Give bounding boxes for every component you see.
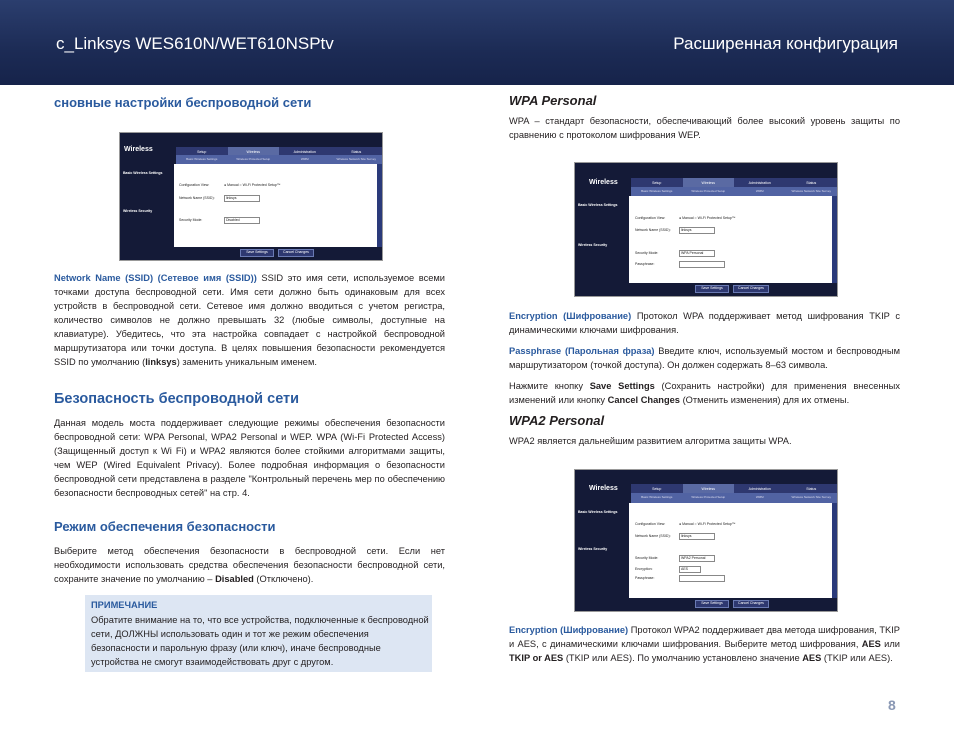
screen-subtab: Basic Wireless Settings (641, 495, 673, 499)
wpa2-enc-text: (TKIP или AES). (821, 653, 893, 663)
screen-subtab: WMM (755, 189, 764, 193)
ssid-paragraph (54, 271, 445, 369)
section-heading-basic: сновные настройки беспроводной сети (54, 95, 312, 110)
note-title: ПРИМЕЧАНИЕ (91, 600, 158, 610)
screen-tab-status: Status (351, 150, 362, 154)
screen-value: linksys (681, 534, 692, 538)
security-paragraph: Данная модель моста поддерживает следующие режимы обеспечения безопасности беспроводной сети: WPA Personal, WPA2 Personal и WEP. WPA (Wi-Fi Protected Access) (Защищенный доступ к Wi Fi) и WPA2 являются более стойкими алгоритмами защиты, чем WEP (Wired Equivalent Privacy). Более подробная информация о безопасности беспроводной сети представлена в разделе "Контрольный перечень мер по обеспечению безопасности беспроводных сетей" на стр. 4. (54, 418, 445, 498)
screen-tab-setup: Setup (652, 487, 662, 491)
screen-brand: Wireless (124, 146, 153, 153)
screen-subtab: Basic Wireless Settings (186, 157, 218, 161)
screen-label: Encryption: (635, 567, 653, 571)
screen-subtab: Wireless Network Site Survey (791, 189, 831, 193)
header-banner (0, 0, 954, 85)
screen-option: Wi-Fi Protected Setup™ (697, 216, 736, 220)
screen-label: Security Mode: (635, 556, 659, 560)
screen-option: Wi-Fi Protected Setup™ (242, 183, 281, 187)
mode-section (54, 519, 445, 586)
screen-option: Manual (682, 216, 694, 220)
screen-subtab: Wireless Network Site Survey (791, 495, 831, 499)
passphrase-paragraph (509, 344, 900, 372)
tkip-aes-term: TKIP or AES (509, 653, 564, 663)
screen-tab-status: Status (806, 181, 817, 185)
wpa2-encryption (509, 623, 900, 665)
left-column (54, 95, 445, 111)
chapter-title: Расширенная конфигурация (673, 34, 898, 53)
screen-label: Security Mode: (635, 251, 659, 255)
screen-option: Manual (227, 183, 239, 187)
screen-label: Network Name (SSID): (635, 534, 671, 538)
aes-default-term: AES (802, 653, 822, 663)
screen-subtab: Wireless Protected Setup (691, 495, 726, 499)
save-text: Нажмите кнопку (509, 381, 590, 391)
screenshot-wpa2-personal: Wireless Setup Wireless Administration Status Basic Wireless Settings Wireless Protected Setup WMM Wireless Network Site Survey Basic Wireless Settings Wireless Security Configuration View: ● Manual ○ Wi-Fi Protected Setup™ Network Name (SSID): linksys Security Mode: WPA2 Personal Encryption: AES Passphrase: Save Settings Cancel Changes (574, 469, 838, 612)
screen-subtab: Wireless Protected Setup (691, 189, 726, 193)
section-heading-security: Безопасность беспроводной сети (54, 391, 300, 407)
ssid-term: Network Name (SSID) (Сетевое имя (SSID)) (54, 273, 257, 283)
screen-label: Security Mode: (179, 218, 203, 222)
section-heading-wpa2: WPA2 Personal (509, 413, 605, 428)
screen-tab-setup: Setup (197, 150, 207, 154)
security-section (54, 390, 445, 500)
screen-subtab: Wireless Network Site Survey (336, 157, 376, 161)
screenshot-basic-settings: Wireless Setup Wireless Administration Status Basic Wireless Settings Wireless Protected Setup WMM Wireless Network Site Survey Basic Wireless Settings Wireless Security Configuration View: ● Manual ○ Wi-Fi Protected Setup™ Network Name (SSID): linksys Security Mode: Disabled Save Settings Cancel Changes (119, 132, 383, 261)
screen-brand: Wireless (589, 485, 618, 492)
screen-tab-admin: Administration (748, 487, 771, 491)
ssid-text: SSID это имя сети, используемое всеми точками доступа беспроводной сети. Имя сети должно быть одинаковым для всех устройств в беспроводной сети. Сетевое имя должно вводиться с учетом регистра, количество символов не должно превышать 32 (любые символы, доступные на клавиатуре). Убедитесь, что эта настройка совпадает с настройкой беспроводной маршрутизатора или точки доступа. В целях повышения безопасности рекомендуется SSID по умолчанию ( (54, 273, 445, 367)
screen-subtab: Wireless Protected Setup (236, 157, 271, 161)
screen-value: AES (681, 567, 689, 571)
screen-side-security: Wireless Security (578, 547, 608, 551)
mode-text: Выберите метод обеспечения безопасности в беспроводной сети. Если нет необходимости использовать средства обеспечения безопасности беспроводной сети, сохраните значение по умолчанию – (54, 546, 445, 584)
wpa-details (509, 309, 900, 407)
wpa-paragraph: WPA – стандарт безопасности, обеспечивающий более высокий уровень защиты по сравнению с протоколом шифрования WEP. (509, 116, 900, 140)
screen-tab-status: Status (806, 487, 817, 491)
screen-tab-setup: Setup (652, 181, 662, 185)
wpa2-encryption-paragraph (509, 623, 900, 665)
screen-subtab: WMM (300, 157, 309, 161)
mode-default: Disabled (215, 574, 254, 584)
screen-save-button: Save Settings (695, 600, 729, 608)
document-title: c_Linksys WES610N/WET610NSPtv (56, 34, 334, 53)
note-box (85, 595, 432, 672)
encryption-term: Encryption (Шифрование) (509, 311, 632, 321)
wpa2-enc-text: (TKIP или AES). По умолчанию установлено значение (563, 653, 803, 663)
section-heading-mode: Режим обеспечения безопасности (54, 519, 276, 534)
screen-tab-wireless: Wireless (683, 178, 735, 187)
screen-label: Passphrase: (635, 262, 655, 266)
wpa2-encryption-term: Encryption (Шифрование) (509, 625, 629, 635)
screen-subtab: WMM (755, 495, 764, 499)
screen-brand: Wireless (589, 179, 618, 186)
screen-tab-admin: Administration (293, 150, 316, 154)
screen-value: linksys (681, 228, 692, 232)
screen-cancel-button: Cancel Changes (278, 249, 314, 257)
encryption-text: Протокол WPA поддерживает метод шифрования TKIP с динамическими ключами шифрования. (509, 311, 900, 335)
screen-side-basic: Basic Wireless Settings (578, 203, 618, 207)
screen-cancel-button: Cancel Changes (733, 600, 769, 608)
screen-value: WPA Personal (681, 251, 704, 255)
save-text: (Отменить изменения) для их отмены. (679, 395, 850, 405)
ssid-end: ) заменить уникальным именем. (176, 357, 317, 367)
screen-side-security: Wireless Security (123, 209, 153, 213)
screen-save-button: Save Settings (240, 249, 274, 257)
ssid-default: linksys (145, 357, 177, 367)
page-number: 8 (888, 697, 896, 713)
section-heading-wpa: WPA Personal (509, 93, 597, 108)
cancel-changes-term: Cancel Changes (607, 395, 680, 405)
screen-label: Network Name (SSID): (635, 228, 671, 232)
passphrase-text: Введите ключ, используемый мостом и беспроводным маршрутизатором (точкой доступа). Он должен содержать 8–63 символа. (509, 346, 901, 370)
encryption-paragraph (509, 309, 900, 337)
screen-subtab: Basic Wireless Settings (641, 189, 673, 193)
screen-value: WPA2 Personal (681, 556, 706, 560)
passphrase-term: Passphrase (Парольная фраза) (509, 346, 655, 356)
screen-tab-wireless: Wireless (683, 484, 735, 493)
screen-label: Network Name (SSID): (179, 196, 215, 200)
mode-paragraph (54, 544, 445, 586)
aes-term: AES (861, 639, 881, 649)
screen-tab-wireless: Wireless (228, 147, 280, 155)
screen-cancel-button: Cancel Changes (733, 285, 769, 293)
wpa2-section (509, 414, 900, 448)
screen-side-basic: Basic Wireless Settings (578, 510, 618, 514)
ssid-paragraph-wrap (54, 271, 445, 369)
note-body: Обратите внимание на то, что все устройства, подключенные к беспроводной сети, ДОЛЖНЫ использовать один и тот же режим обеспечения безопасности и парольную фразу (или ключ), иначе беспроводные устройства не смогут взаимодействовать друг с другом. (91, 615, 429, 667)
screen-side-basic: Basic Wireless Settings (123, 171, 163, 175)
screen-value: Disabled (226, 218, 240, 222)
wpa2-enc-text: или (880, 639, 900, 649)
wpa2-enc-text: Протокол WPA2 поддерживает два метода шифрования, TKIP и AES, с динамическими ключами шифрования. Выберите метод шифрования, (509, 625, 900, 649)
screen-side-security: Wireless Security (578, 243, 608, 247)
screen-value: linksys (226, 196, 237, 200)
screen-label: Configuration View: (179, 183, 210, 187)
save-settings-term: Save Settings (589, 381, 655, 391)
save-text: (Сохранить настройки) для применения внесенных изменений или кнопку (509, 381, 900, 405)
screen-label: Configuration View: (635, 216, 666, 220)
screen-option: Wi-Fi Protected Setup™ (697, 522, 736, 526)
screen-label: Configuration View: (635, 522, 666, 526)
screenshot-wpa-personal: Wireless Setup Wireless Administration Status Basic Wireless Settings Wireless Protected Setup WMM Wireless Network Site Survey Basic Wireless Settings Wireless Security Configuration View: ● Manual ○ Wi-Fi Protected Setup™ Network Name (SSID): linksys Security Mode: WPA Personal Passphrase: Save Settings Cancel Changes (574, 162, 838, 297)
save-paragraph (509, 379, 900, 407)
screen-save-button: Save Settings (695, 285, 729, 293)
mode-end: (Отключено). (253, 574, 314, 584)
screen-option: Manual (682, 522, 694, 526)
screen-tab-admin: Administration (748, 181, 771, 185)
wpa-section (509, 94, 900, 142)
screen-label: Passphrase: (635, 576, 655, 580)
wpa2-paragraph: WPA2 является дальнейшим развитием алгоритма защиты WPA. (509, 436, 792, 446)
